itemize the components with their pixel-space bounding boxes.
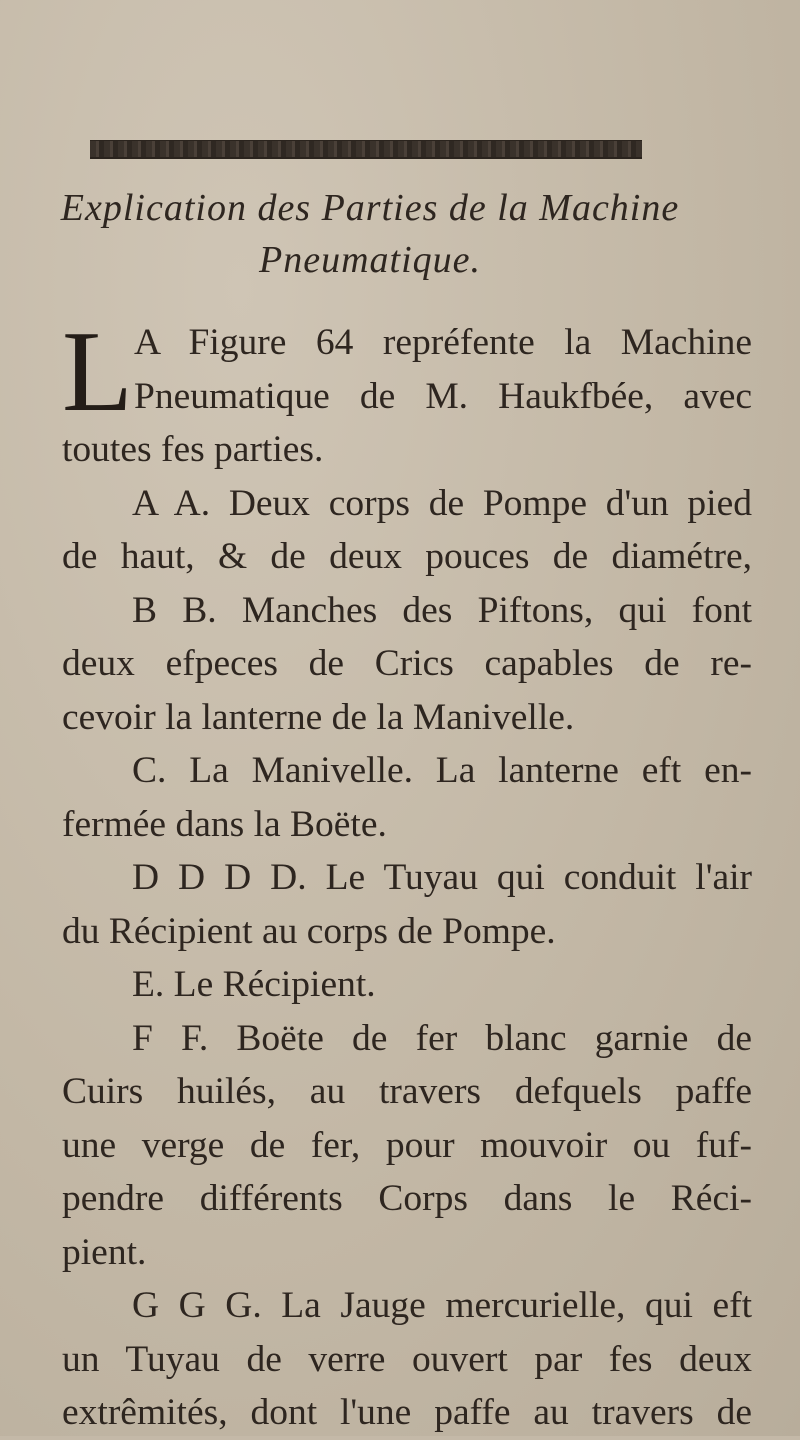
text-line: toutes fes parties. <box>62 429 324 470</box>
text-line: E. Le Récipient. <box>132 964 376 1005</box>
text-line: A A. Deux corps de Pompe d'un pied <box>132 482 752 524</box>
section-heading-continued: Pneumatique. <box>258 239 481 281</box>
drop-cap: L <box>62 308 133 436</box>
body-text <box>62 308 752 1440</box>
text-line: du Récipient au corps de Pompe. <box>62 910 556 952</box>
text-line: B B. Manches des Piftons, qui font <box>132 589 752 631</box>
text-line: pient. <box>62 1231 147 1273</box>
text-line: Cuirs huilés, au travers defquels paffe <box>62 1071 752 1112</box>
ornamental-rule <box>90 140 642 159</box>
text-line: F F. Boëte de fer blanc garnie de <box>132 1017 752 1059</box>
text-line: cevoir la lanterne de la Manivelle. <box>62 696 575 738</box>
text-line: A Figure 64 repréfente la Machine <box>134 322 752 363</box>
text-line: G G G. La Jauge mercurielle, qui eft <box>132 1285 752 1326</box>
text-line: deux efpeces de Crics capables de re- <box>62 643 752 684</box>
text-line: pendre différents Corps dans le Réci- <box>62 1178 752 1219</box>
text-line: fermée dans la Boëte. <box>62 803 387 845</box>
text-line: une verge de fer, pour mouvoir ou fuf- <box>62 1124 752 1166</box>
text-line: D D D D. Le Tuyau qui conduit l'air <box>132 857 752 898</box>
text-line: un Tuyau de verre ouvert par fes deux <box>62 1338 752 1380</box>
text-line: C. La Manivelle. La lanterne eft en- <box>132 750 752 791</box>
text-line: extrêmités, dont l'une paffe au travers de <box>62 1392 752 1433</box>
text-line: Pneumatique de M. Haukfbée, avec <box>134 375 752 417</box>
text-line: de haut, & de deux pouces de diamétre, <box>62 536 752 577</box>
section-heading: Explication des Parties de la Machine <box>60 187 680 229</box>
